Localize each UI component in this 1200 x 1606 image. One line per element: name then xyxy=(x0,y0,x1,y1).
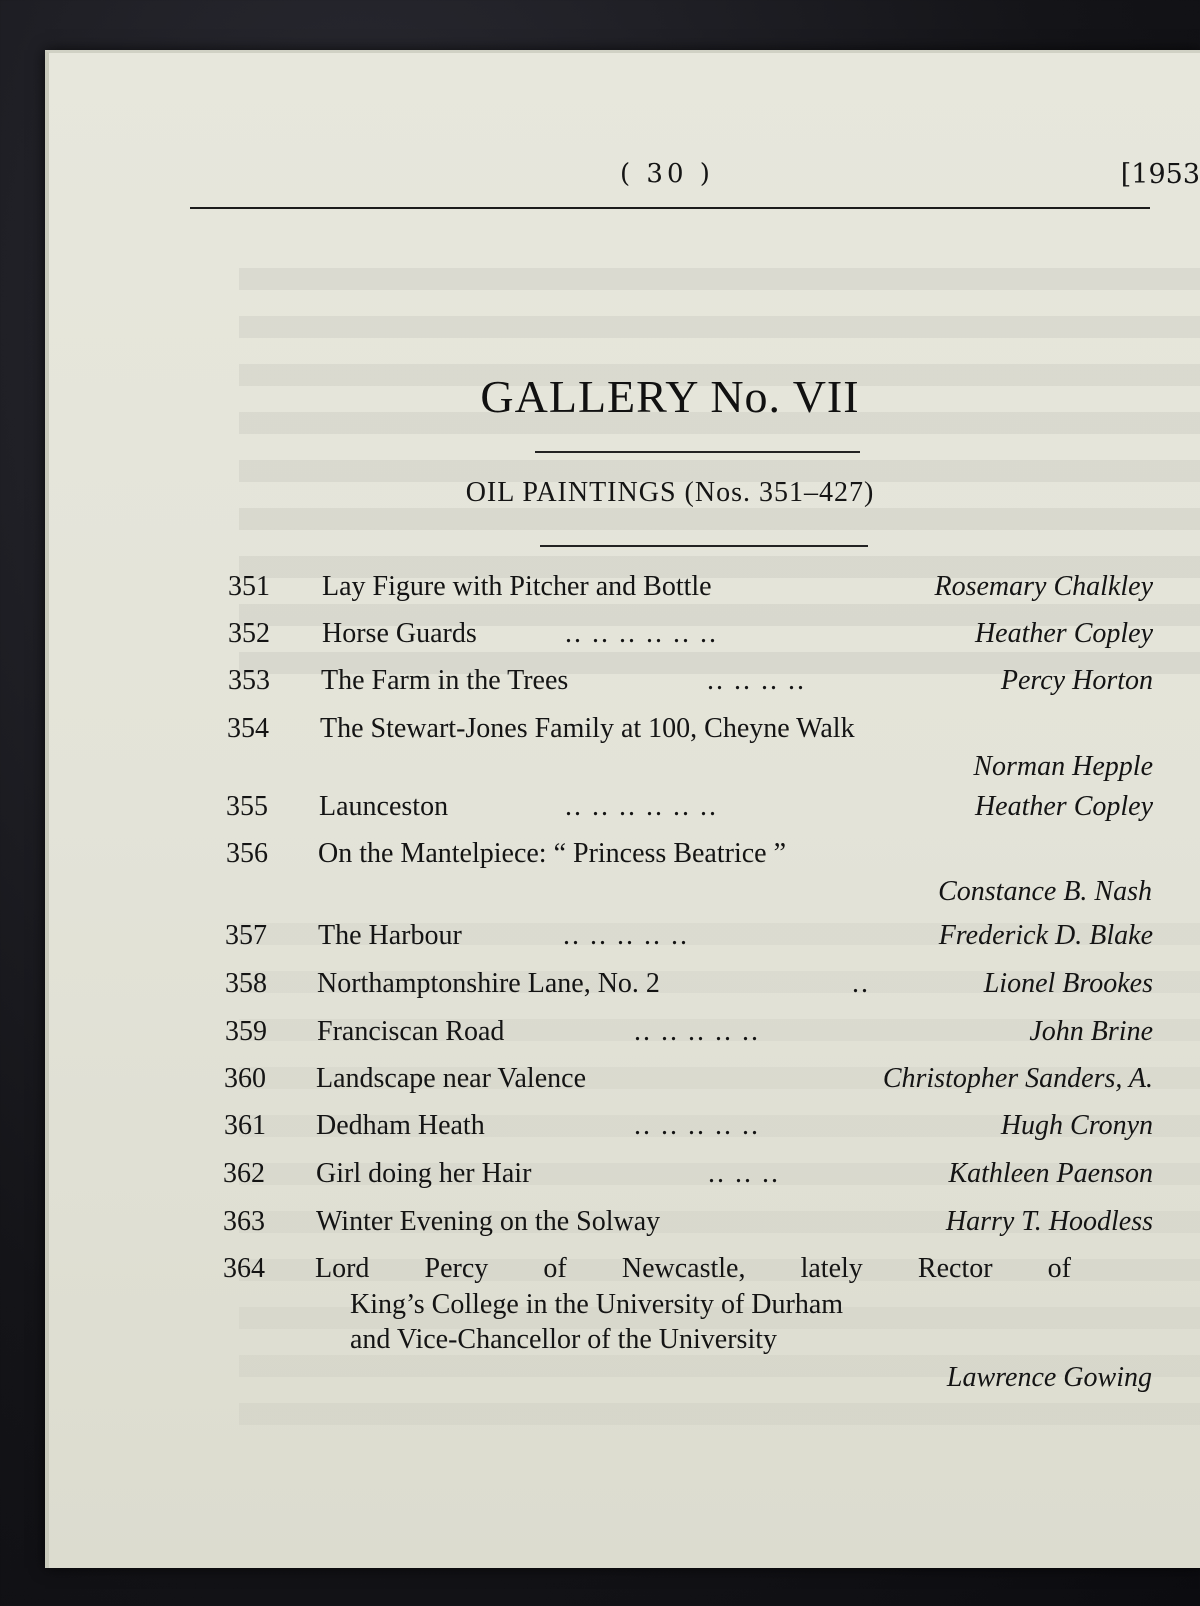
catalogue-entry xyxy=(0,709,1200,749)
entry-artist: John Brine xyxy=(1029,1016,1153,1047)
catalogue-entry xyxy=(0,567,1200,607)
entry-number: 362 xyxy=(223,1158,265,1189)
catalogue-entry-continued xyxy=(0,1358,1200,1398)
entry-number: 363 xyxy=(223,1206,265,1237)
dot-leader: .. .. .. xyxy=(708,1158,780,1189)
entry-artist: Percy Horton xyxy=(1000,665,1153,696)
catalogue-entry xyxy=(0,661,1200,701)
dot-leader: .. xyxy=(852,968,870,999)
entry-title: Northamptonshire Lane, No. 2 xyxy=(317,968,660,999)
entry-title: Lay Figure with Pitcher and Bottle xyxy=(322,571,712,602)
catalogue-entry xyxy=(0,964,1200,1004)
catalogue-entry-continued xyxy=(0,1320,1200,1360)
catalogue-entry xyxy=(0,1106,1200,1146)
entry-number: 352 xyxy=(228,618,270,649)
dot-leader: .. .. .. .. .. xyxy=(563,920,689,951)
entry-title: On the Mantelpiece: “ Princess Beatrice ” xyxy=(318,838,787,869)
entry-number: 351 xyxy=(228,571,270,602)
entry-title: Franciscan Road xyxy=(317,1016,505,1047)
dot-leader: .. .. .. .. .. xyxy=(634,1016,760,1047)
entry-title: Landscape near Valence xyxy=(316,1063,586,1094)
catalogue-entry xyxy=(0,1202,1200,1242)
entry-number: 364 xyxy=(223,1253,265,1284)
entry-artist: Heather Copley xyxy=(974,618,1153,649)
entry-number: 357 xyxy=(225,920,267,951)
entry-artist: Kathleen Paenson xyxy=(948,1158,1153,1189)
catalogue-entry-continued xyxy=(0,1285,1200,1325)
catalogue-entry xyxy=(0,1154,1200,1194)
entry-number: 361 xyxy=(224,1110,266,1141)
entry-number: 358 xyxy=(225,968,267,999)
catalogue-entry xyxy=(0,916,1200,956)
dot-leader: .. .. .. .. .. xyxy=(634,1110,760,1141)
entry-title: Girl doing her Hair xyxy=(316,1158,532,1189)
catalogue-entry-continued xyxy=(0,872,1200,912)
year-label: [1953 xyxy=(1120,159,1200,190)
entry-number: 359 xyxy=(225,1016,267,1047)
entry-title: The Farm in the Trees xyxy=(321,665,569,696)
dot-leader: .. .. .. .. .. .. xyxy=(565,618,718,649)
entry-number: 355 xyxy=(226,791,268,822)
entry-number: 360 xyxy=(224,1063,266,1094)
entry-title: Horse Guards xyxy=(322,618,477,649)
dot-leader: .. .. .. .. xyxy=(707,665,806,696)
catalogue-entry xyxy=(0,1059,1200,1099)
gallery-title: GALLERY No. VII xyxy=(480,371,860,422)
catalogue-entry xyxy=(0,787,1200,827)
entry-title-line2: King’s College in the University of Durham xyxy=(350,1289,844,1320)
page-number: ( 30 ) xyxy=(620,159,714,189)
catalogue-entry xyxy=(0,1012,1200,1052)
dot-leader: .. .. .. .. .. .. xyxy=(565,791,718,822)
entry-title: Dedham Heath xyxy=(316,1110,485,1141)
entry-title: Lord Percy of Newcastle, lately Rector of xyxy=(315,1253,1071,1284)
section-title: OIL PAINTINGS (Nos. 351–427) xyxy=(465,477,875,508)
entry-artist: Christopher Sanders, A. xyxy=(882,1063,1153,1094)
catalogue-entry xyxy=(0,1249,1200,1289)
entry-number: 353 xyxy=(228,665,270,696)
catalogue-entry xyxy=(0,834,1200,874)
entry-artist: Lawrence Gowing xyxy=(946,1362,1152,1393)
entry-artist: Norman Hepple xyxy=(973,751,1153,782)
entry-artist: Lionel Brookes xyxy=(983,968,1153,999)
catalogue-entry xyxy=(0,614,1200,654)
entry-title: The Harbour xyxy=(318,920,462,951)
entry-title-line3: and Vice-Chancellor of the University xyxy=(350,1324,777,1355)
entry-artist: Heather Copley xyxy=(974,791,1153,822)
entry-artist: Constance B. Nash xyxy=(938,876,1152,907)
entry-artist: Rosemary Chalkley xyxy=(934,571,1153,602)
entry-title: Launceston xyxy=(319,791,449,822)
entry-title: The Stewart-Jones Family at 100, Cheyne Walk xyxy=(320,713,855,744)
entry-artist: Frederick D. Blake xyxy=(938,920,1153,951)
entry-artist: Hugh Cronyn xyxy=(1000,1110,1153,1141)
entry-number: 354 xyxy=(227,713,269,744)
catalogue-entry-continued xyxy=(0,747,1200,787)
entry-title: Winter Evening on the Solway xyxy=(316,1206,661,1237)
entry-number: 356 xyxy=(226,838,268,869)
entry-artist: Harry T. Hoodless xyxy=(945,1206,1153,1237)
